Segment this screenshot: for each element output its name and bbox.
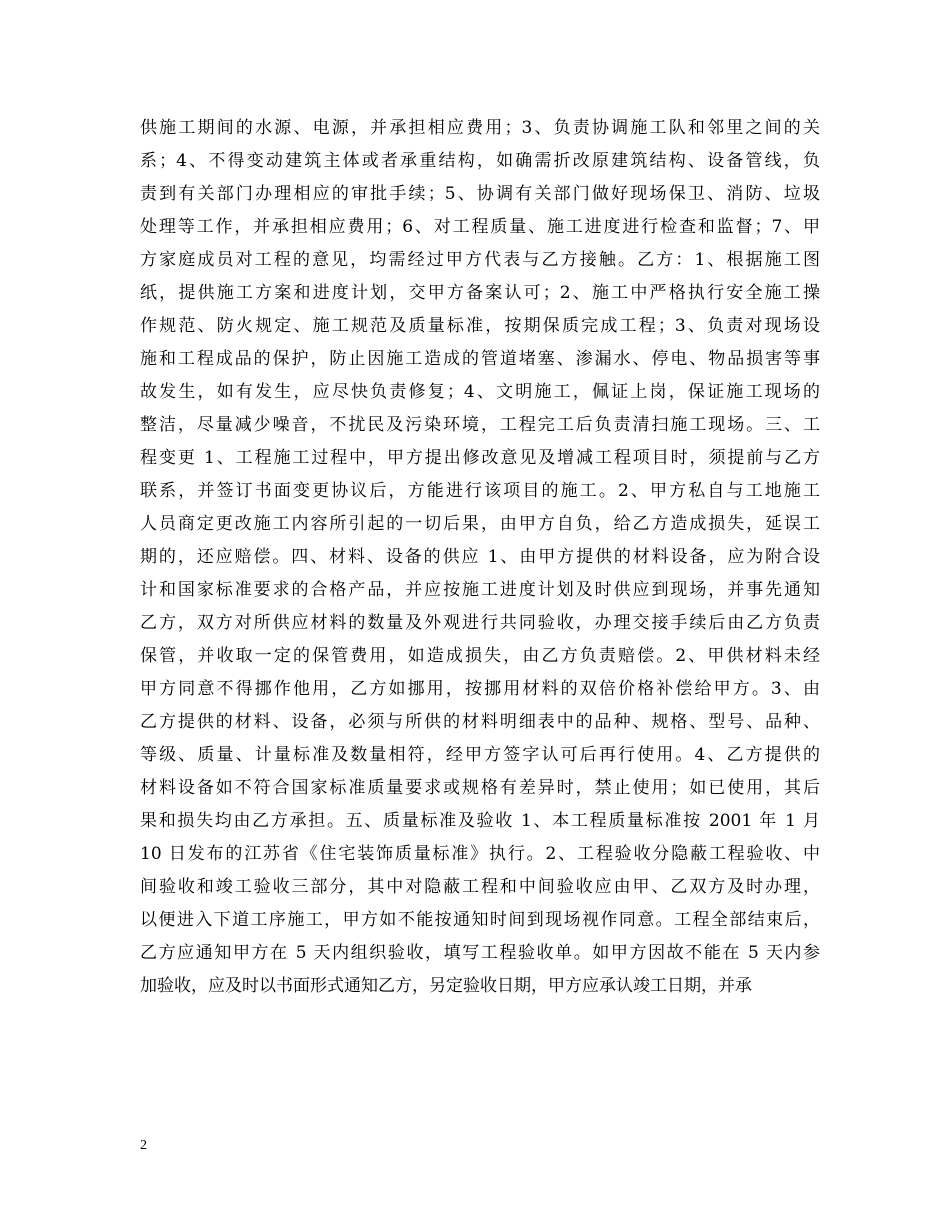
text-line: 果和损失均由乙方承担。五、质量标准及验收 1、本工程质量标准按 2001 年 1 月 [140, 811, 820, 831]
text-line: 期的，还应赔偿。四、材料、设备的供应 1、由甲方提供的材料设备，应为附合设 [140, 547, 820, 567]
text-line: 纸，提供施工方案和进度计划，交甲方备案认可；2、施工中严格执行安全施工操 [140, 283, 820, 303]
text-line: 以便进入下道工序施工，甲方如不能按通知时间到现场视作同意。工程全部结束后， [140, 910, 820, 930]
text-line: 作规范、防火规定、施工规范及质量标准，按期保质完成工程；3、负责对现场设 [140, 316, 820, 336]
text-line: 整洁，尽量减少噪音，不扰民及污染环境，工程完工后负责清扫施工现场。三、工 [140, 415, 820, 435]
text-line: 乙方应通知甲方在 5 天内组织验收，填写工程验收单。如甲方因故不能在 5 天内参 [140, 943, 820, 963]
text-line: 间验收和竣工验收三部分，其中对隐蔽工程和中间验收应由甲、乙双方及时办理， [140, 877, 820, 897]
text-line: 材料设备如不符合国家标准质量要求或规格有差异时，禁止使用；如已使用，其后 [140, 778, 820, 798]
body-text [140, 112, 820, 1003]
text-line: 人员商定更改施工内容所引起的一切后果，由甲方自负，给乙方造成损失，延误工 [140, 514, 820, 534]
text-line: 计和国家标准要求的合格产品，并应按施工进度计划及时供应到现场，并事先通知 [140, 580, 820, 600]
text-line: 施和工程成品的保护，防止因施工造成的管道堵塞、渗漏水、停电、物品损害等事 [140, 349, 820, 369]
page-number: 2 [140, 1138, 147, 1153]
text-line: 乙方，双方对所供应材料的数量及外观进行共同验收，办理交接手续后由乙方负责 [140, 613, 820, 633]
text-line: 联系，并签订书面变更协议后，方能进行该项目的施工。2、甲方私自与工地施工 [140, 481, 820, 501]
text-line: 甲方同意不得挪作他用，乙方如挪用，按挪用材料的双倍价格补偿给甲方。3、由 [140, 679, 820, 699]
text-line: 加验收，应及时以书面形式通知乙方，另定验收日期，甲方应承认竣工日期，并承 [140, 976, 752, 996]
text-line: 程变更 1、工程施工过程中，甲方提出修改意见及增减工程项目时，须提前与乙方 [140, 448, 820, 468]
text-line: 等级、质量、计量标准及数量相符，经甲方签字认可后再行使用。4、乙方提供的 [140, 745, 820, 765]
text-line: 方家庭成员对工程的意见，均需经过甲方代表与乙方接触。乙方：1、根据施工图 [140, 250, 820, 270]
text-line: 故发生，如有发生，应尽快负责修复；4、文明施工，佩证上岗，保证施工现场的 [140, 382, 820, 402]
text-line: 处理等工作，并承担相应费用；6、对工程质量、施工进度进行检查和监督；7、甲 [140, 217, 820, 237]
text-line: 10 日发布的江苏省《住宅装饰质量标准》执行。2、工程验收分隐蔽工程验收、中 [140, 844, 820, 864]
text-line: 供施工期间的水源、电源，并承担相应费用；3、负责协调施工队和邻里之间的关 [140, 118, 820, 138]
text-line: 保管，并收取一定的保管费用，如造成损失，由乙方负责赔偿。2、甲供材料未经 [140, 646, 820, 666]
text-line: 乙方提供的材料、设备，必须与所供的材料明细表中的品种、规格、型号、品种、 [140, 712, 820, 732]
text-line: 系；4、不得变动建筑主体或者承重结构，如确需折改原建筑结构、设备管线，负 [140, 151, 820, 171]
text-line: 责到有关部门办理相应的审批手续；5、协调有关部门做好现场保卫、消防、垃圾 [140, 184, 820, 204]
